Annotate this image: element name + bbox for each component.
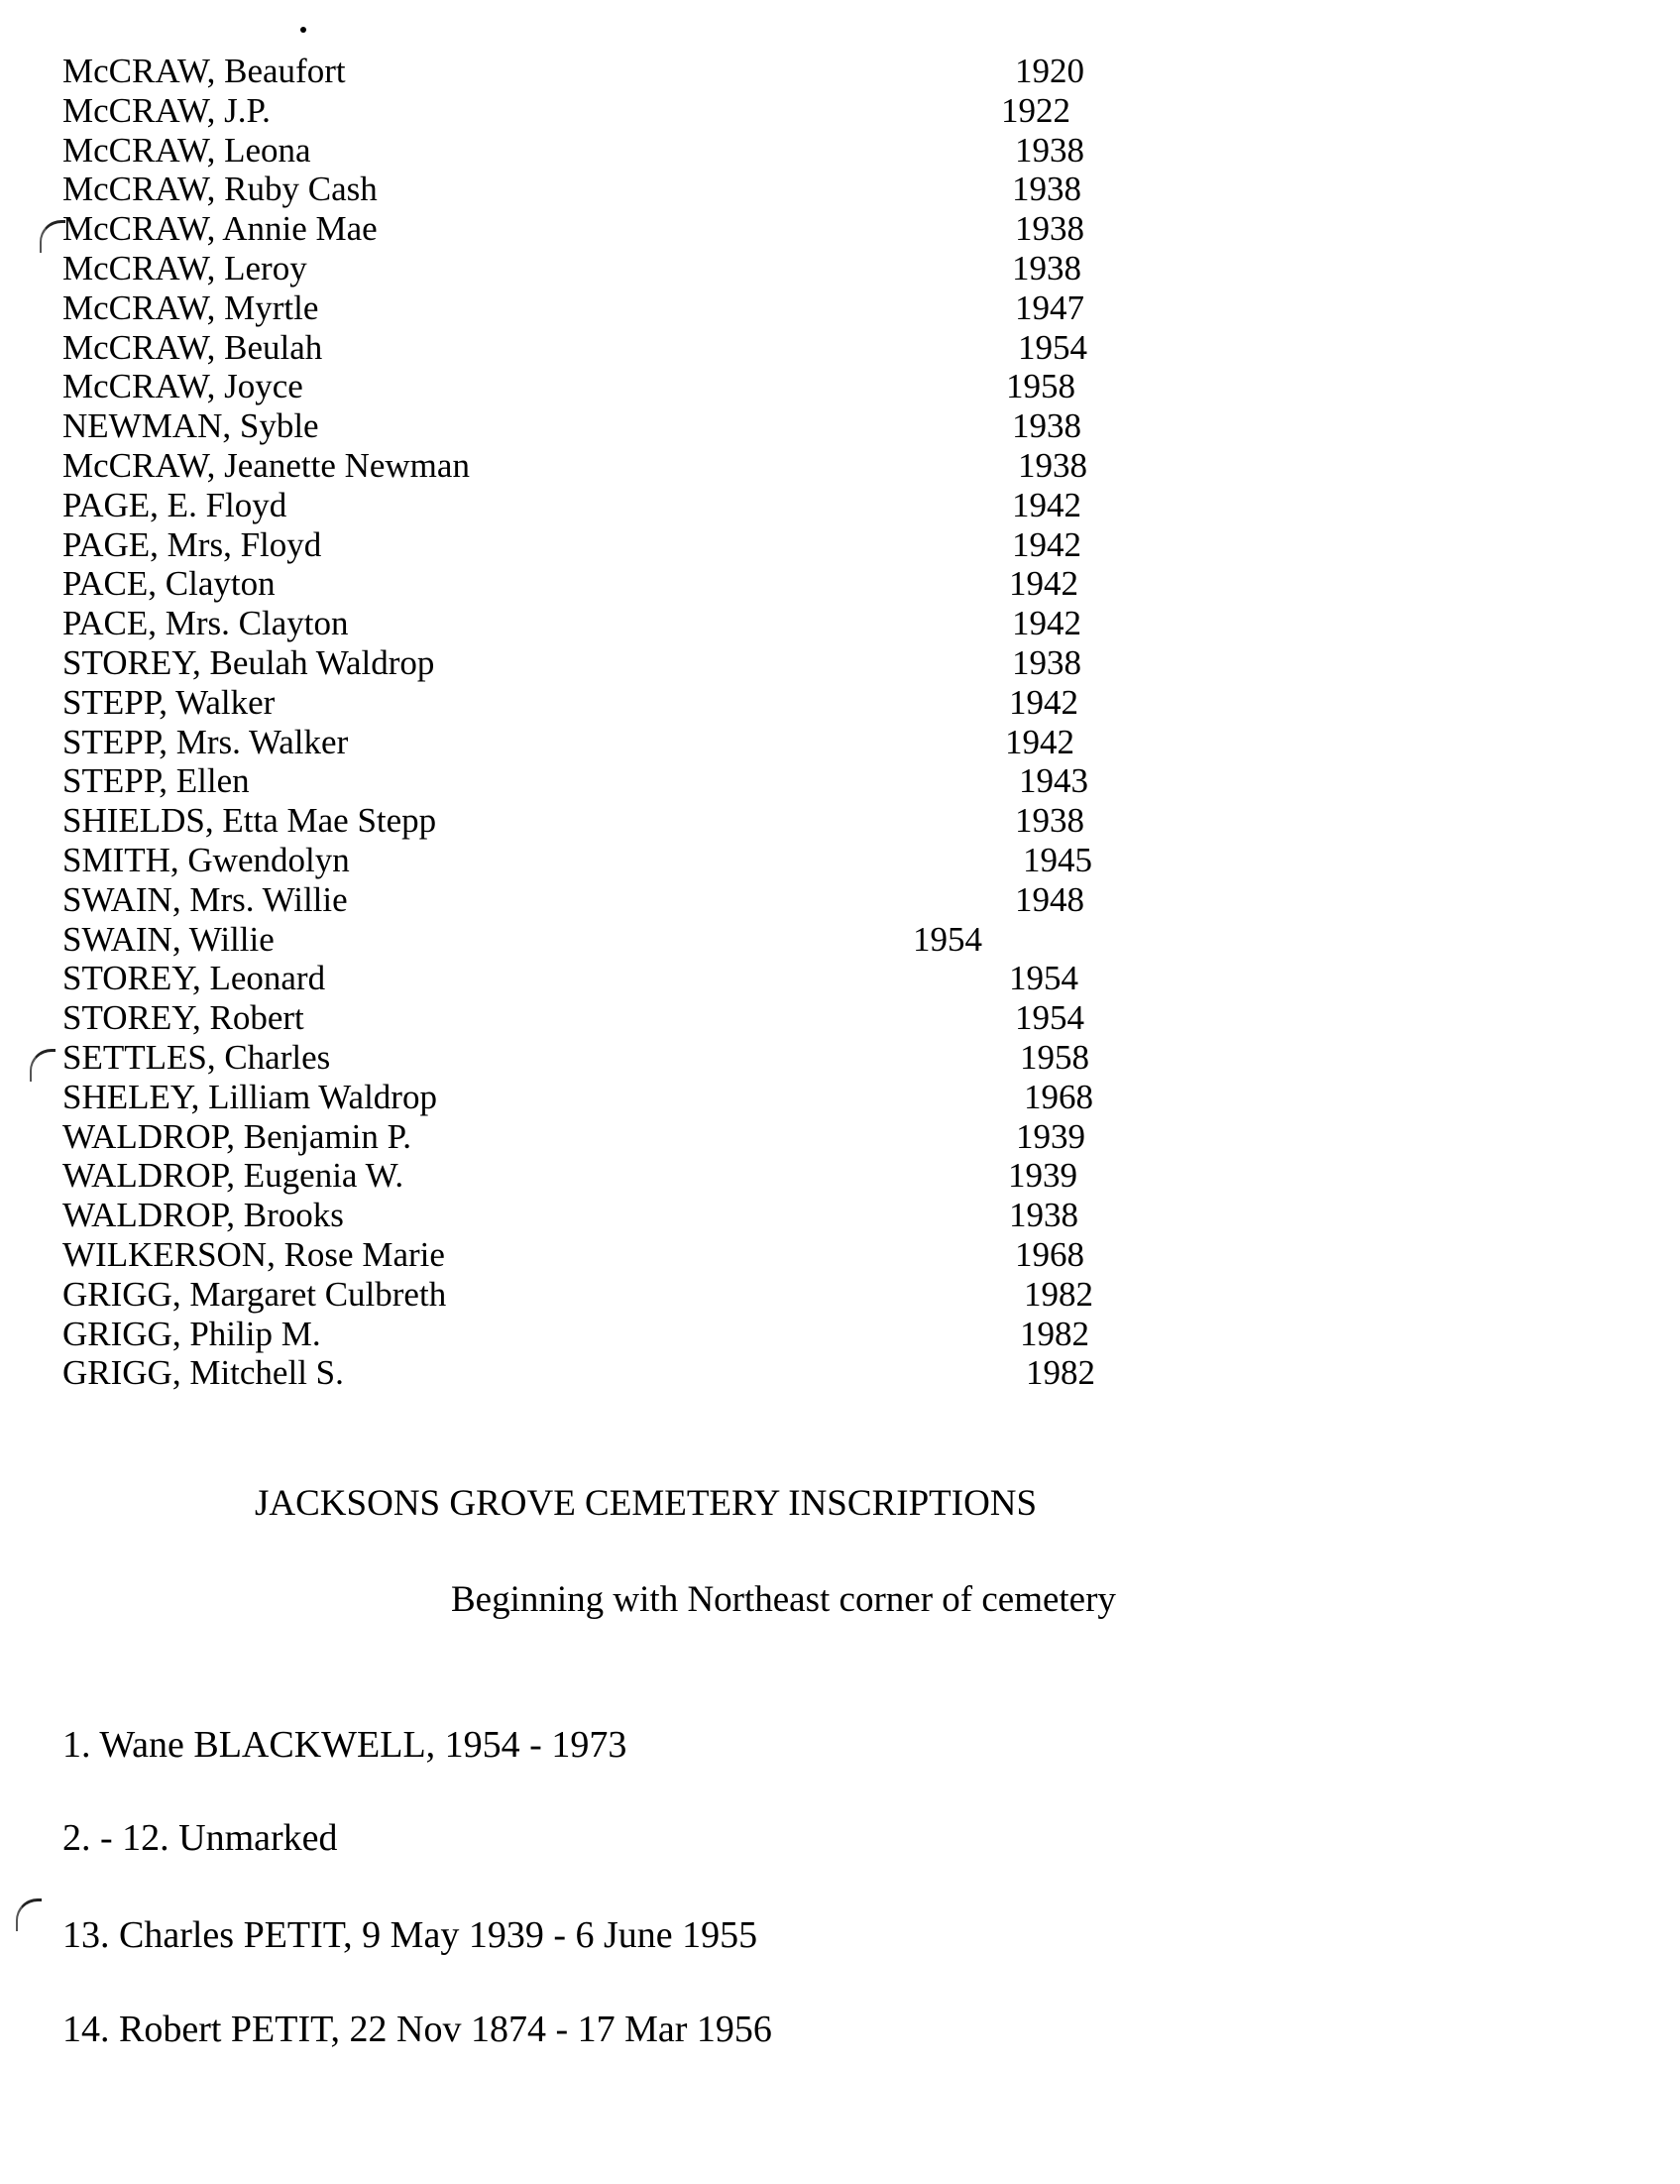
burial-name: PACE, Clayton <box>62 564 276 604</box>
burial-row <box>0 1275 1680 1315</box>
burial-row <box>0 249 1680 288</box>
burial-name: McCRAW, Jeanette Newman <box>62 446 470 485</box>
burial-year: 1942 <box>1009 682 1078 722</box>
burial-year: 1954 <box>913 919 982 959</box>
burial-name: SWAIN, Willie <box>62 919 275 959</box>
burial-row <box>0 1235 1680 1275</box>
burial-year: 1943 <box>1019 761 1088 801</box>
punch-hole-mark <box>16 1898 42 1931</box>
burial-row <box>0 998 1680 1038</box>
burial-row <box>0 1353 1680 1393</box>
burial-year: 1942 <box>1012 604 1081 643</box>
burial-year: 1939 <box>1008 1156 1077 1196</box>
burial-row <box>0 880 1680 920</box>
burial-year: 1939 <box>1016 1116 1085 1156</box>
burial-row <box>0 801 1680 841</box>
burial-row <box>0 486 1680 525</box>
burial-row <box>0 1117 1680 1157</box>
burial-row <box>0 170 1680 209</box>
burial-row <box>0 288 1680 328</box>
burial-year: 1958 <box>1020 1038 1089 1077</box>
burial-row <box>0 1038 1680 1078</box>
burial-year: 1968 <box>1024 1077 1093 1116</box>
burial-year: 1982 <box>1020 1314 1089 1353</box>
burial-name: STEPP, Ellen <box>62 761 250 801</box>
burial-row <box>0 761 1680 801</box>
burial-row <box>0 643 1680 683</box>
burial-row <box>0 1156 1680 1196</box>
burial-name: PACE, Mrs. Clayton <box>62 604 349 643</box>
section-subtitle: Beginning with Northeast corner of cemetery <box>451 1579 1116 1620</box>
burial-name: McCRAW, Leona <box>62 130 311 170</box>
burial-year: 1958 <box>1006 367 1075 406</box>
burial-name: GRIGG, Philip M. <box>62 1314 321 1353</box>
burial-name: McCRAW, J.P. <box>62 90 271 130</box>
inscription-entry: 14. Robert PETIT, 22 Nov 1874 - 17 Mar 1956 <box>62 2009 772 2050</box>
burial-year: 1968 <box>1015 1235 1084 1274</box>
burial-year: 1920 <box>1015 52 1084 90</box>
burial-name: McCRAW, Leroy <box>62 249 307 287</box>
burial-year: 1938 <box>1018 446 1087 485</box>
burial-year: 1938 <box>1012 249 1081 287</box>
burial-name: McCRAW, Beulah <box>62 327 323 367</box>
burial-row <box>0 1078 1680 1117</box>
burial-row <box>0 52 1680 91</box>
burial-name: WALDROP, Brooks <box>62 1196 344 1235</box>
inscription-entry: 2. - 12. Unmarked <box>62 1817 338 1859</box>
burial-row <box>0 406 1680 446</box>
burial-year: 1938 <box>1012 643 1081 682</box>
burial-row <box>0 959 1680 998</box>
burial-name: WALDROP, Eugenia W. <box>62 1156 404 1196</box>
burial-name: PAGE, E. Floyd <box>62 485 287 524</box>
burial-row <box>0 367 1680 406</box>
burial-row <box>0 209 1680 249</box>
burial-name: SMITH, Gwendolyn <box>62 841 350 879</box>
burial-name: McCRAW, Annie Mae <box>62 209 378 249</box>
burial-row <box>0 328 1680 368</box>
burial-year: 1942 <box>1012 485 1081 524</box>
burial-row <box>0 564 1680 604</box>
burial-row <box>0 604 1680 643</box>
burial-name: SHELEY, Lilliam Waldrop <box>62 1077 437 1116</box>
burial-year: 1945 <box>1023 841 1092 879</box>
burial-year: 1948 <box>1015 879 1084 919</box>
burial-row <box>0 446 1680 486</box>
burial-year: 1938 <box>1009 1196 1078 1235</box>
burial-name: McCRAW, Myrtle <box>62 287 319 327</box>
burial-year: 1922 <box>1001 90 1070 130</box>
burial-name: PAGE, Mrs, Floyd <box>62 524 322 564</box>
burial-name: STOREY, Leonard <box>62 959 326 998</box>
burial-year: 1938 <box>1012 406 1081 446</box>
burial-row <box>0 91 1680 131</box>
burial-name: STOREY, Beulah Waldrop <box>62 643 435 682</box>
burial-name: STEPP, Walker <box>62 682 276 722</box>
burial-year: 1938 <box>1015 801 1084 841</box>
burial-name: GRIGG, Mitchell S. <box>62 1353 344 1393</box>
burial-name: McCRAW, Beaufort <box>62 52 346 90</box>
burial-name: SWAIN, Mrs. Willie <box>62 879 348 919</box>
burial-name: McCRAW, Joyce <box>62 367 303 406</box>
burial-year: 1942 <box>1012 524 1081 564</box>
burial-row <box>0 131 1680 171</box>
burial-row <box>0 1196 1680 1235</box>
burial-year: 1942 <box>1009 564 1078 604</box>
burial-row <box>0 1315 1680 1354</box>
burial-name: NEWMAN, Syble <box>62 406 319 446</box>
burial-year: 1954 <box>1009 959 1078 998</box>
burial-name: STEPP, Mrs. Walker <box>62 722 349 761</box>
burial-name: WALDROP, Benjamin P. <box>62 1116 411 1156</box>
section-title: JACKSONS GROVE CEMETERY INSCRIPTIONS <box>255 1483 1038 1524</box>
burial-row <box>0 723 1680 762</box>
burial-name: SHIELDS, Etta Mae Stepp <box>62 801 437 841</box>
inscription-entry: 13. Charles PETIT, 9 May 1939 - 6 June 1955 <box>62 1914 758 1956</box>
burial-year: 1938 <box>1015 130 1084 170</box>
burial-row <box>0 683 1680 723</box>
burial-name: GRIGG, Margaret Culbreth <box>62 1274 447 1314</box>
burial-row <box>0 920 1680 960</box>
burial-year: 1942 <box>1005 722 1074 761</box>
burial-row <box>0 841 1680 880</box>
burial-name: STOREY, Robert <box>62 998 304 1038</box>
burial-year: 1954 <box>1018 327 1087 367</box>
burial-year: 1954 <box>1015 998 1084 1038</box>
burial-year: 1982 <box>1026 1353 1095 1393</box>
burial-name: SETTLES, Charles <box>62 1038 331 1077</box>
stray-mark <box>300 27 306 33</box>
burial-row <box>0 525 1680 565</box>
burial-year: 1938 <box>1012 170 1081 209</box>
burial-year: 1982 <box>1024 1274 1093 1314</box>
burial-name: WILKERSON, Rose Marie <box>62 1235 445 1274</box>
inscription-entry: 1. Wane BLACKWELL, 1954 - 1973 <box>62 1724 627 1766</box>
burial-name: McCRAW, Ruby Cash <box>62 170 378 209</box>
burial-year: 1938 <box>1015 209 1084 249</box>
burial-year: 1947 <box>1015 287 1084 327</box>
